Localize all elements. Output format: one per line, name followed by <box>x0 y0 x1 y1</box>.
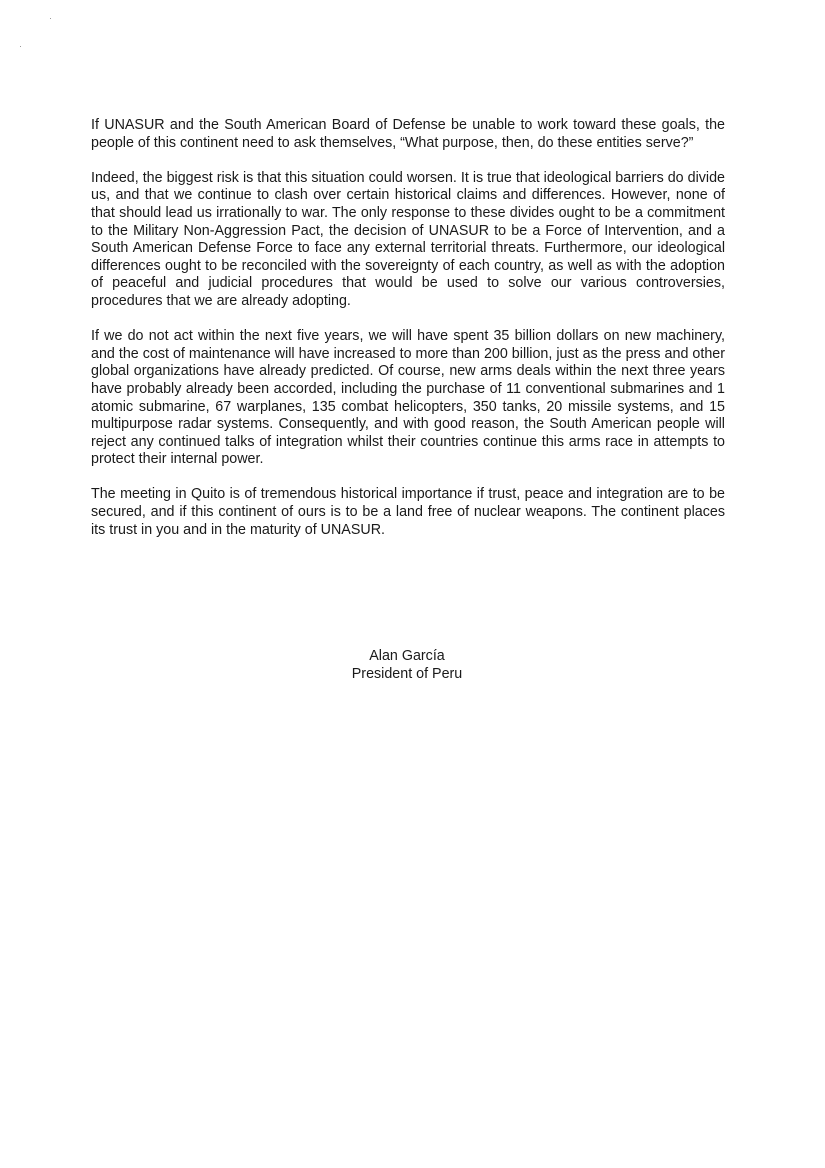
signatory-title: President of Peru <box>351 665 463 682</box>
paragraph-1: If UNASUR and the South American Board of Defense be unable to work toward these goals, the people of this continent need to ask themselves, “What purpose, then, do these entities serve?” <box>91 117 725 151</box>
signatory-name: Alan García <box>369 648 445 664</box>
paragraph-2: Indeed, the biggest risk is that this situation could worsen. It is true that ideological barriers do divide us, and that we continue to clash over certain historical claims and differences. However, none of that should lead us irrationally to war. The only response to these divides ought to be a commitment to the Military Non-Aggression Pact, the decision of UNASUR to be a Force of Intervention, and a South American Defense Force to face any external territorial threats. Furthermore, our ideological differences ought to be reconciled with the sovereignty of each country, as well as with the adoption of peaceful and judicial procedures that would be used to solve our various controversies, procedures that we are already adopting. <box>91 169 725 309</box>
signature-block <box>300 648 514 683</box>
paragraph-3: If we do not act within the next five years, we will have spent 35 billion dollars on new machinery, and the cost of maintenance will have increased to more than 200 billion, just as the press and other global organizations have already predicted. Of course, new arms deals within the next three years have probably already been accorded, including the purchase of 11 conventional submarines and 1 atomic submarine, 67 warplanes, 135 combat helicopters, 350 tanks, 20 missile systems, and 15 multipurpose radar systems. Consequently, and with good reason, the South American people will reject any continued talks of integration whilst their countries continue this arms race in attempts to protect their internal power. <box>91 328 725 468</box>
paragraph-4: The meeting in Quito is of tremendous historical importance if trust, peace and integration are to be secured, and if this continent of ours is to be a land free of nuclear weapons. The continent places its trust in you and in the maturity of UNASUR. <box>91 486 725 538</box>
letter-body <box>91 117 725 557</box>
scan-speck <box>20 46 21 47</box>
scan-speck <box>50 18 51 19</box>
